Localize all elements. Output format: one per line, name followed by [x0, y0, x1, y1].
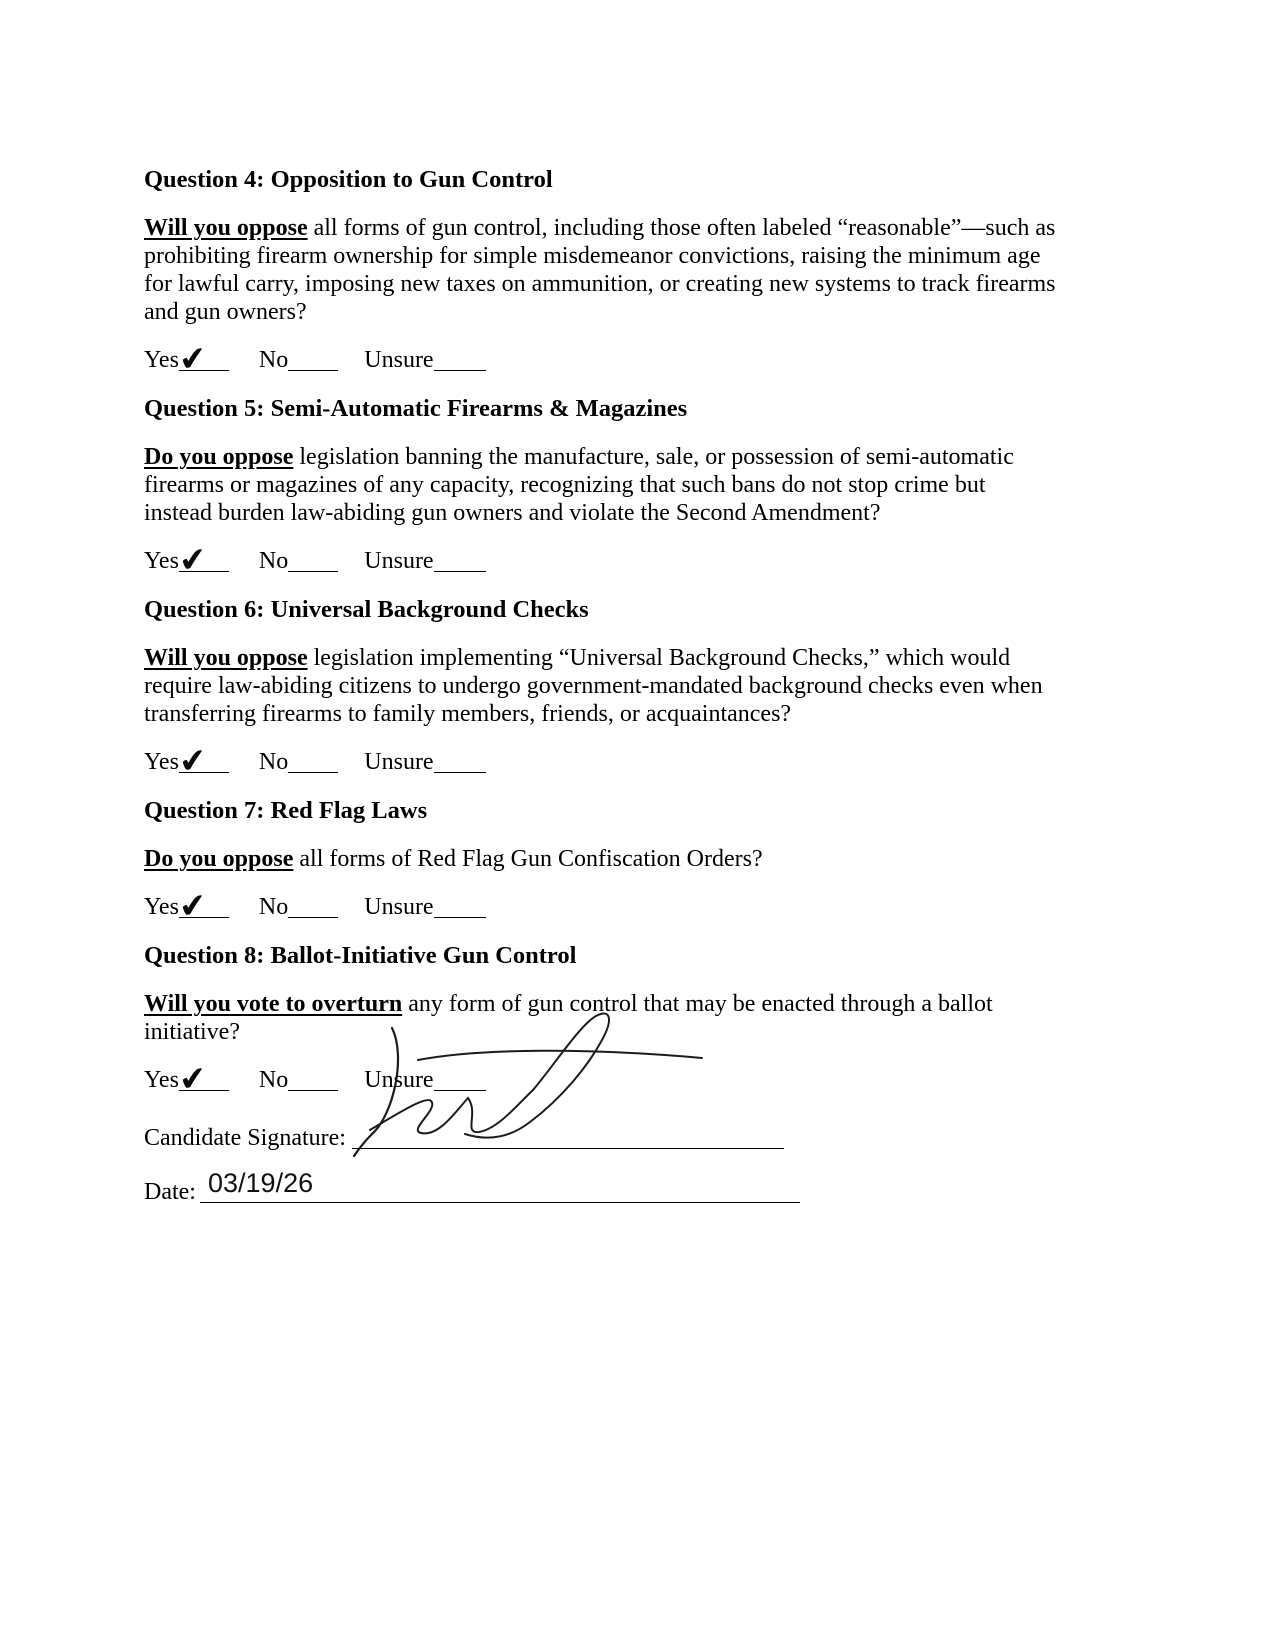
- no-option[interactable]: [259, 547, 338, 575]
- no-option[interactable]: [259, 893, 338, 921]
- question-8-answer-row: [144, 1057, 1056, 1100]
- yes-option[interactable]: [144, 739, 229, 782]
- unsure-option[interactable]: [364, 346, 485, 374]
- check-icon: ✔: [176, 1057, 209, 1100]
- date-row: [144, 1168, 1056, 1206]
- unsure-blank[interactable]: [434, 754, 486, 773]
- yes-blank[interactable]: [176, 538, 229, 581]
- check-icon: ✔: [176, 739, 209, 782]
- candidate-signature-label: Candidate Signature:: [144, 1125, 346, 1151]
- unsure-option[interactable]: [364, 893, 485, 921]
- no-blank[interactable]: [288, 899, 338, 918]
- unsure-option[interactable]: [364, 1066, 485, 1094]
- candidate-signature-row: [144, 1124, 1056, 1152]
- unsure-blank[interactable]: [434, 899, 486, 918]
- question-4-body: all forms of gun control, including those often labeled “reasonable”—such as prohibiting firearm ownership for simple misdemeanor convictions, raising the minimum age for lawful carry, imposing new taxes on ammunition, or creating new systems to track firearms and gun owners?: [144, 215, 1056, 325]
- yes-label: Yes: [144, 749, 179, 775]
- candidate-signature-line[interactable]: [352, 1130, 784, 1149]
- unsure-option[interactable]: [364, 547, 485, 575]
- question-4-block: [144, 166, 1056, 380]
- question-6-block: [144, 596, 1056, 782]
- no-blank[interactable]: [288, 754, 338, 773]
- no-label: No: [258, 548, 289, 574]
- question-6-text: [144, 644, 1056, 728]
- yes-option[interactable]: [144, 1057, 229, 1100]
- no-blank[interactable]: [288, 553, 338, 572]
- question-7-heading: Question 7: Red Flag Laws: [144, 797, 428, 824]
- question-7-answer-row: [144, 884, 1056, 927]
- unsure-label: Unsure: [364, 347, 434, 373]
- unsure-label: Unsure: [364, 894, 434, 920]
- question-7-text: [144, 845, 1056, 873]
- yes-blank[interactable]: [176, 1057, 229, 1100]
- no-blank[interactable]: [288, 352, 338, 371]
- document-content: [144, 166, 1056, 1206]
- question-6-heading: Question 6: Universal Background Checks: [144, 596, 589, 623]
- unsure-label: Unsure: [364, 749, 434, 775]
- question-4-heading: Question 4: Opposition to Gun Control: [144, 166, 553, 193]
- unsure-option[interactable]: [364, 748, 485, 776]
- question-6-answer-row: [144, 739, 1056, 782]
- no-label: No: [258, 347, 289, 373]
- no-blank[interactable]: [288, 1072, 338, 1091]
- unsure-label: Unsure: [364, 1067, 434, 1093]
- yes-option[interactable]: [144, 337, 229, 380]
- question-8-heading: Question 8: Ballot-Initiative Gun Control: [144, 942, 577, 969]
- date-value: 03/19/26: [208, 1168, 314, 1198]
- no-label: No: [258, 749, 289, 775]
- no-label: No: [258, 1067, 289, 1093]
- no-option[interactable]: [259, 346, 338, 374]
- yes-label: Yes: [144, 548, 179, 574]
- yes-label: Yes: [144, 1067, 179, 1093]
- yes-blank[interactable]: [176, 739, 229, 782]
- question-7-block: [144, 797, 1056, 927]
- check-icon: ✔: [176, 884, 209, 927]
- question-5-block: [144, 395, 1056, 581]
- question-5-lead: Do you oppose: [144, 444, 294, 470]
- question-4-lead: Will you oppose: [144, 215, 308, 241]
- question-8-block: [144, 942, 1056, 1100]
- question-4-answer-row: [144, 337, 1056, 380]
- question-5-answer-row: [144, 538, 1056, 581]
- question-5-body: legislation banning the manufacture, sale, or possession of semi-automatic firearms or magazines of any capacity, recognizing that such bans do not stop crime but instead burden law-abiding gun owners and violate the Second Amendment?: [144, 444, 1014, 526]
- question-8-lead: Will you vote to overturn: [144, 991, 403, 1017]
- yes-label: Yes: [144, 347, 179, 373]
- unsure-label: Unsure: [364, 548, 434, 574]
- yes-option[interactable]: [144, 884, 229, 927]
- question-8-text: [144, 990, 1056, 1046]
- unsure-blank[interactable]: [434, 352, 486, 371]
- no-label: No: [258, 894, 289, 920]
- question-7-body: all forms of Red Flag Gun Confiscation Orders?: [293, 846, 763, 872]
- check-icon: ✔: [176, 538, 209, 581]
- unsure-blank[interactable]: [434, 553, 486, 572]
- question-6-body: legislation implementing “Universal Background Checks,” which would require law-abiding citizens to undergo government-mandated background checks even when transferring firearms to family members, friends, or acquaintances?: [144, 645, 1043, 727]
- question-5-text: [144, 443, 1056, 527]
- question-5-heading: Question 5: Semi-Automatic Firearms & Magazines: [144, 395, 688, 422]
- question-8-body: any form of gun control that may be enacted through a ballot initiative?: [144, 991, 993, 1045]
- yes-option[interactable]: [144, 538, 229, 581]
- question-6-lead: Will you oppose: [144, 645, 308, 671]
- yes-blank[interactable]: [176, 337, 229, 380]
- no-option[interactable]: [259, 1066, 338, 1094]
- yes-label: Yes: [144, 894, 179, 920]
- question-4-text: [144, 214, 1056, 326]
- question-7-lead: Do you oppose: [144, 846, 294, 872]
- check-icon: ✔: [176, 337, 209, 380]
- yes-blank[interactable]: [176, 884, 229, 927]
- no-option[interactable]: [259, 748, 338, 776]
- unsure-blank[interactable]: [434, 1072, 486, 1091]
- date-label: Date:: [144, 1179, 196, 1205]
